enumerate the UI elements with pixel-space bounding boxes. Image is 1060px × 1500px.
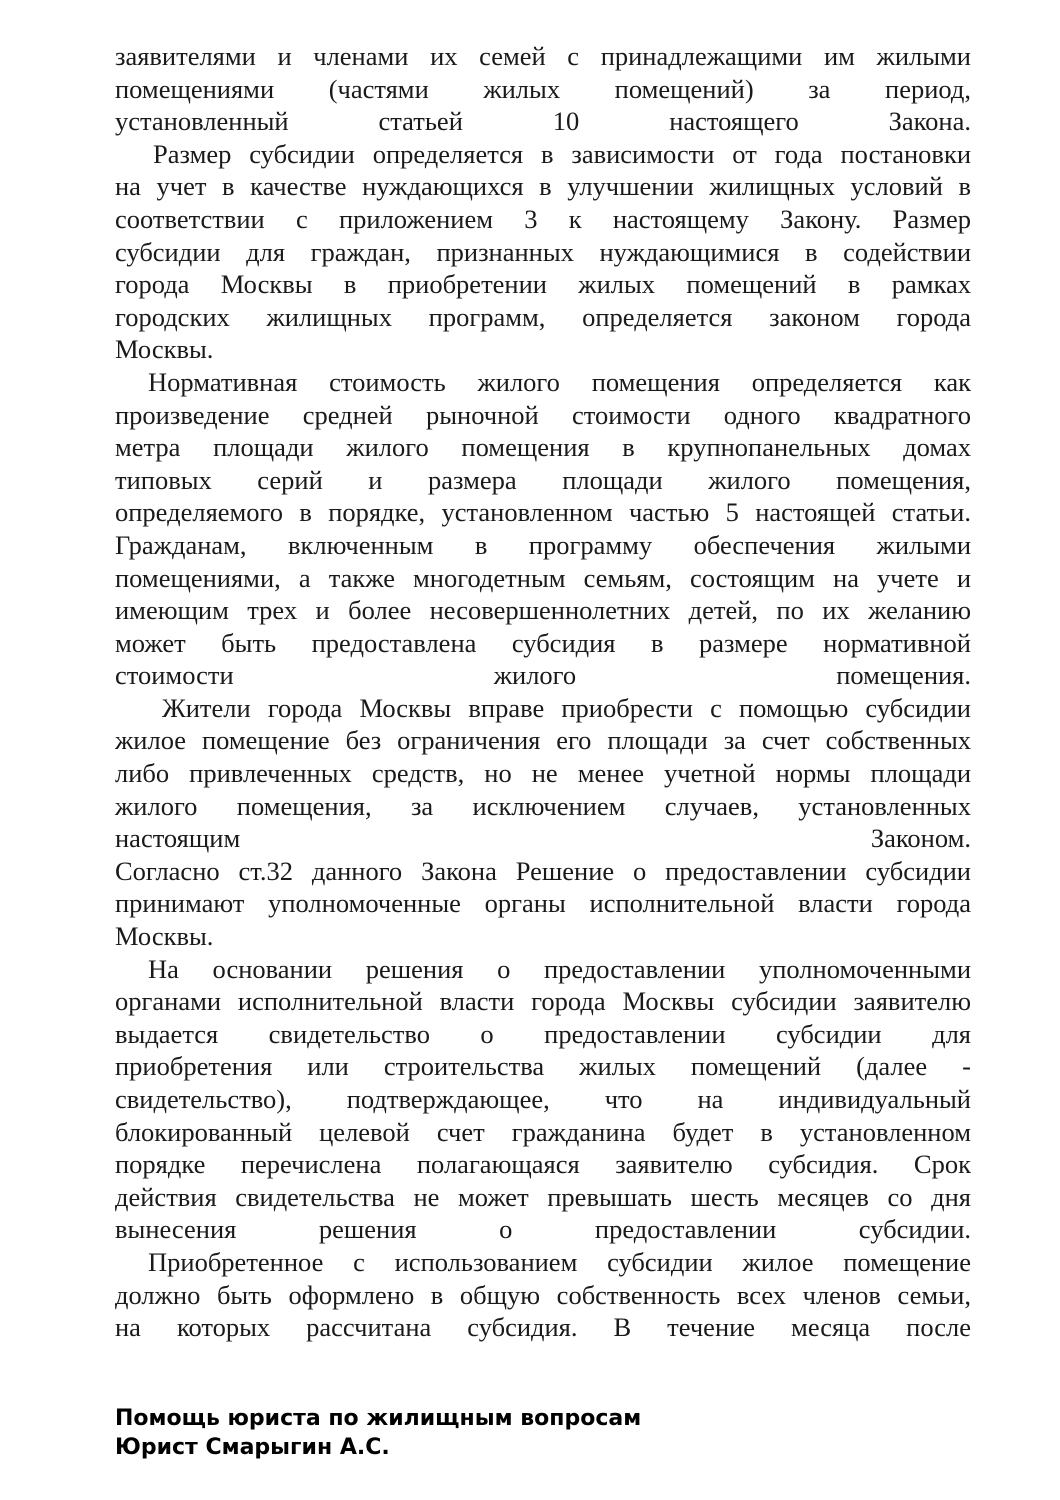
text-line: свидетельство), подтверждающее, что на индивидуальный [115,1084,971,1114]
text-line: на учет в качестве нуждающихся в улучшении жилищных условий в [115,171,971,202]
text-line: либо привлеченных средств, но не менее учетной нормы площади [115,758,971,789]
text-line: выдается свидетельство о предоставлении субсидии для [115,1018,971,1049]
text-line: Нормативная стоимость жилого помещения определяется как [148,366,971,397]
text-line: Москвы. [115,921,214,952]
text-line: может быть предоставлена субсидия в размере нормативной [115,627,971,658]
text-line: жилое помещение без ограничения его площади за счет собственных [115,725,971,756]
text-line: установленный статьей 10 настоящего Закона. [115,106,971,137]
text-line: города Москвы в приобретении жилых помещений в рамках [115,269,971,300]
footer-title: Помощь юриста по жилищным вопросам [115,1406,642,1431]
text-line: определяемого в порядке, установленном частью 5 настоящей статьи. [115,497,971,528]
text-line: вынесения решения о предоставлении субсидии. [115,1214,971,1245]
text-line: на которых рассчитана субсидия. В течение месяца после [115,1312,971,1343]
text-line: Согласно ст.32 данного Закона Решение о предоставлении субсидии [115,855,971,886]
text-line: блокированный целевой счет гражданина будет в установленном [115,1116,971,1147]
text-line: заявителями и членами их семей с принадлежащими им жилыми [115,41,971,71]
footer-author: Юрист Смарыгин А.С. [115,1435,390,1460]
text-line: Размер субсидии определяется в зависимости от года постановки [153,138,971,169]
text-line: стоимости жилого помещения. [115,660,971,691]
text-line: На основании решения о предоставлении уполномоченными [148,953,971,984]
footer [115,1404,641,1462]
text-line: метра площади жилого помещения в крупнопанельных домах [115,432,971,463]
text-line: помещениями (частями жилых помещений) за период, [115,73,971,104]
text-line: Гражданам, включенным в программу обеспечения жилыми [115,529,971,560]
text-line: имеющим трех и более несовершеннолетних детей, по их желанию [115,595,971,626]
text-line: действия свидетельства не может превышать шесть месяцев со дня [115,1181,971,1212]
text-line: Приобретенное с использованием субсидии жилое помещение [148,1246,971,1277]
text-line: Москвы. [115,334,214,365]
text-line: Жители города Москвы вправе приобрести с помощью субсидии [162,692,971,723]
document-body [115,40,971,1344]
text-line: порядке перечислена полагающаяся заявителю субсидия. Срок [115,1149,971,1180]
text-line: настоящим Законом. [115,823,971,854]
text-line: органами исполнительной власти города Москвы субсидии заявителю [115,986,971,1017]
text-line: принимают уполномоченные органы исполнительной власти города [115,888,971,919]
text-line: субсидии для граждан, признанных нуждающимися в содействии [115,236,971,267]
text-line: типовых серий и размера площади жилого помещения, [115,464,971,495]
text-line: соответствии с приложением 3 к настоящему Закону. Размер [115,203,971,234]
text-line: жилого помещения, за исключением случаев, установленных [115,790,971,821]
text-line: городских жилищных программ, определяется законом города [115,301,971,332]
text-line: приобретения или строительства жилых помещений (далее - [115,1051,971,1082]
text-line: произведение средней рыночной стоимости одного квадратного [115,399,971,430]
text-line: должно быть оформлено в общую собственность всех членов семьи, [115,1279,971,1310]
text-line: помещениями, а также многодетным семьям, состоящим на учете и [115,562,971,593]
